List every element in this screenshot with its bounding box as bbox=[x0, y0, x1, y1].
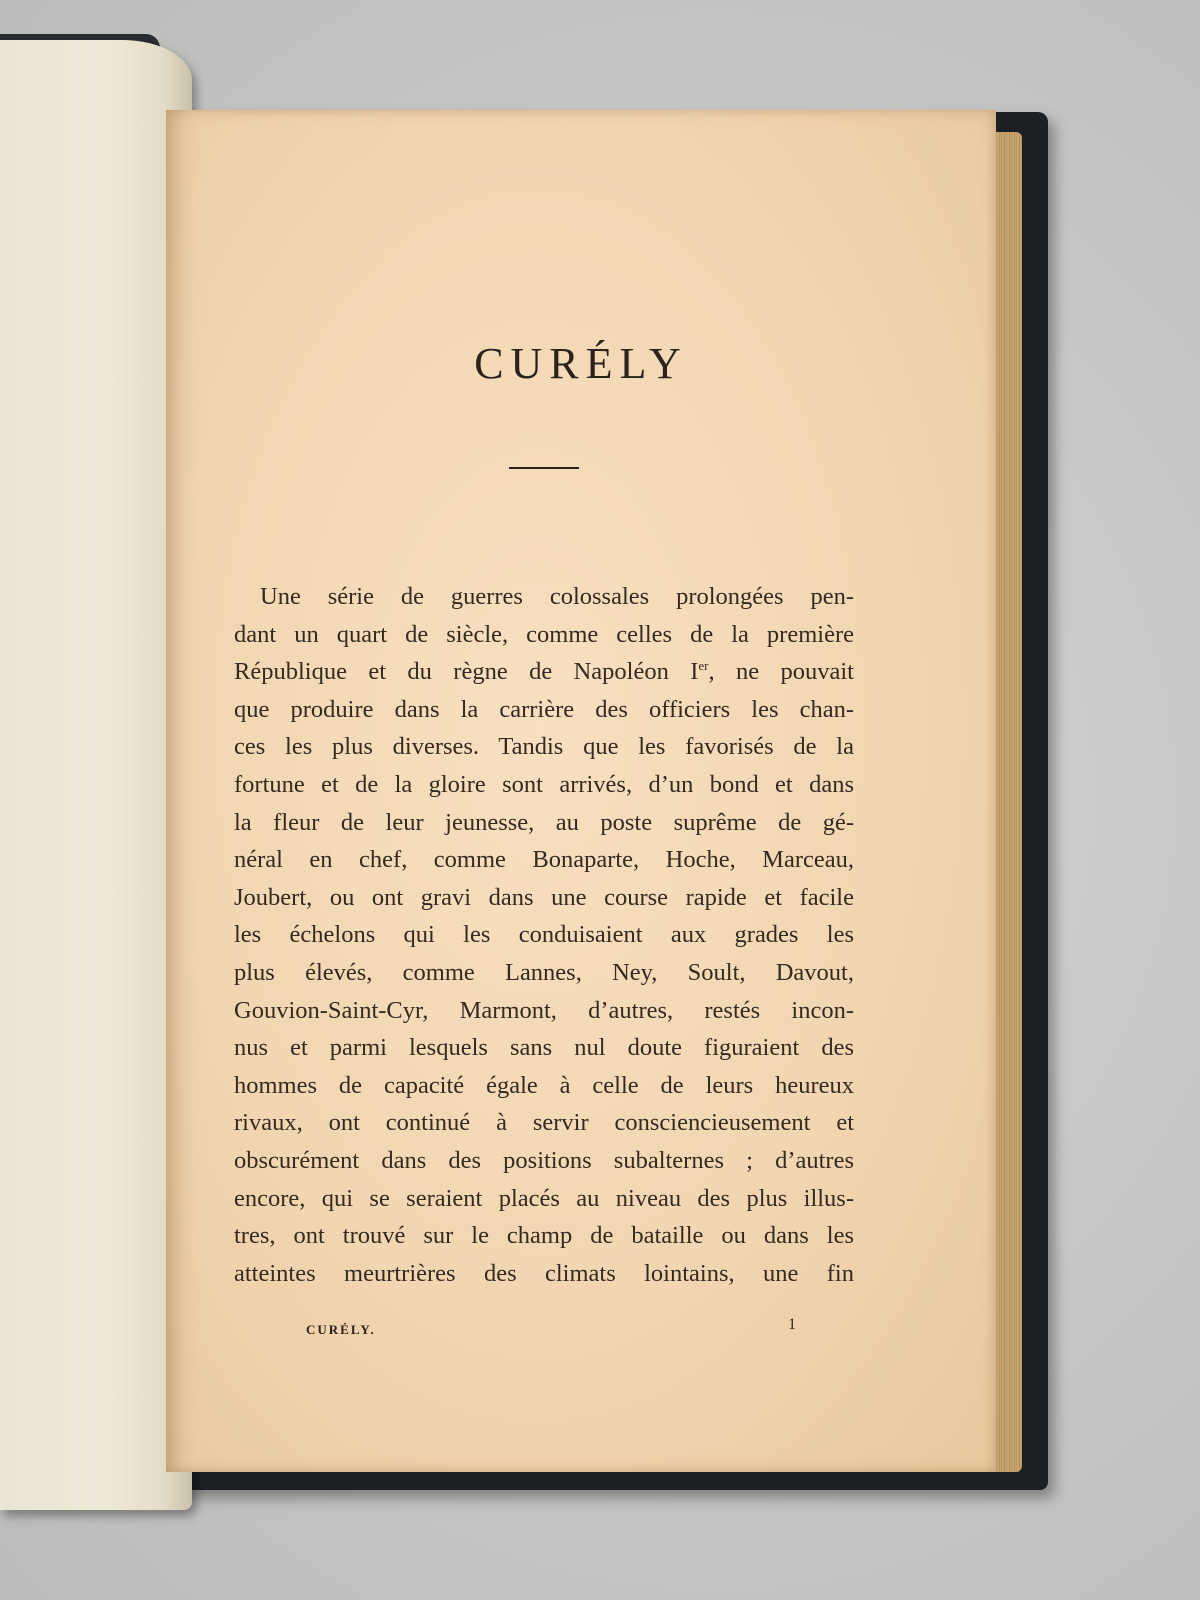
left-page bbox=[0, 40, 192, 1510]
text-line: Joubert, ou ont gravi dans une course rapide et facile bbox=[234, 883, 854, 911]
text-line bbox=[234, 653, 854, 691]
title-rule bbox=[509, 467, 579, 469]
superscript: er bbox=[698, 658, 709, 674]
text-line: Une série de guerres colossales prolongées pen- bbox=[260, 583, 854, 610]
text-line: dant un quart de siècle, comme celles de la première bbox=[234, 620, 854, 648]
text-line: fortune et de la gloire sont arrivés, d’un bond et dans bbox=[234, 770, 854, 798]
text-line: rivaux, ont continué à servir consciencieusement et bbox=[234, 1109, 854, 1137]
text-line: obscurément dans des positions subalternes ; d’autres bbox=[234, 1146, 854, 1174]
text-line-end: , ne pouvait bbox=[708, 658, 854, 686]
signature-mark: CURÉLY. bbox=[306, 1322, 376, 1337]
text-line: atteintes meurtrières des climats lointains, une fin bbox=[234, 1259, 854, 1287]
body-text bbox=[234, 578, 854, 1292]
page-number: 1 bbox=[788, 1316, 796, 1333]
page-title: CURÉLY bbox=[474, 339, 688, 388]
text-line: Gouvion-Saint-Cyr, Marmont, d’autres, restés incon- bbox=[234, 996, 854, 1024]
text-line: hommes de capacité égale à celle de leurs heureux bbox=[234, 1071, 854, 1099]
text-line: que produire dans la carrière des officiers les chan- bbox=[234, 695, 854, 723]
text-line: plus élevés, comme Lannes, Ney, Soult, Davout, bbox=[234, 958, 854, 986]
text-line: ces les plus diverses. Tandis que les favorisés de la bbox=[234, 733, 854, 761]
text-line: encore, qui se seraient placés au niveau des plus illus- bbox=[234, 1184, 854, 1212]
text-line-start: République et du règne de Napoléon I bbox=[234, 658, 699, 686]
book-page bbox=[166, 110, 996, 1472]
text-line: nus et parmi lesquels sans nul doute figuraient des bbox=[234, 1034, 854, 1062]
text-line: néral en chef, comme Bonaparte, Hoche, Marceau, bbox=[234, 846, 854, 874]
text-line: tres, ont trouvé sur le champ de bataille ou dans les bbox=[234, 1222, 854, 1250]
text-line: la fleur de leur jeunesse, au poste suprême de gé- bbox=[234, 808, 854, 836]
text-line: les échelons qui les conduisaient aux grades les bbox=[234, 921, 854, 949]
